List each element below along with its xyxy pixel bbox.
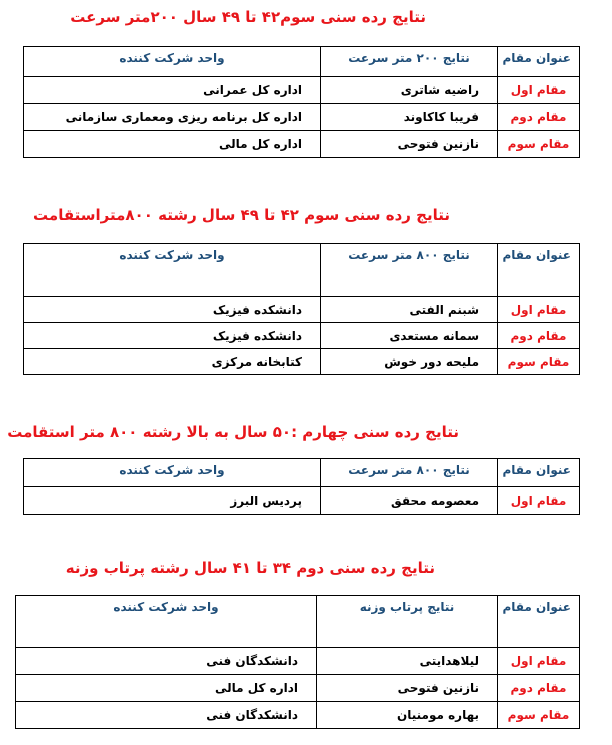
athlete-name: راضیه شاتری <box>321 77 498 104</box>
header-result: نتایج ۸۰۰ متر سرعت <box>321 459 498 487</box>
unit-name: اداره کل مالی <box>24 131 321 158</box>
rank-cell: مقام دوم <box>498 104 580 131</box>
rank-cell: مقام دوم <box>498 675 580 702</box>
unit-name: کتابخانه مرکزی <box>24 349 321 375</box>
rank-cell: مقام سوم <box>498 131 580 158</box>
results-table-2 <box>23 243 580 375</box>
table-header-row <box>24 459 580 487</box>
results-table-1 <box>23 46 580 158</box>
table-row <box>24 77 580 104</box>
unit-name: دانشکده فیزیک <box>24 323 321 349</box>
athlete-name: فریبا کاکاوند <box>321 104 498 131</box>
unit-name: دانشکدگان فنی <box>16 702 317 729</box>
athlete-name: بهاره مومنیان <box>317 702 498 729</box>
table-row <box>24 349 580 375</box>
athlete-name: شبنم الفتی <box>321 297 498 323</box>
rank-cell: مقام سوم <box>498 349 580 375</box>
athlete-name: لیلاهدایتی <box>317 648 498 675</box>
rank-cell: مقام اول <box>498 77 580 104</box>
header-result: نتایج ۸۰۰ متر سرعت <box>321 244 498 297</box>
section-title-2: نتایج رده سنی سوم ۴۲ تا ۴۹ سال رشته ۸۰۰متراستقامت <box>33 206 450 224</box>
athlete-name: نازنین فتوحی <box>317 675 498 702</box>
table-row <box>16 675 580 702</box>
section-title-1: نتایج رده سنی سوم۴۲ تا ۴۹ سال ۲۰۰متر سرعت <box>70 8 426 26</box>
table-row <box>16 648 580 675</box>
header-result: نتایج ۲۰۰ متر سرعت <box>321 47 498 77</box>
header-unit: واحد شرکت کننده <box>16 596 317 648</box>
header-rank: عنوان مقام <box>498 596 580 648</box>
table-header-row <box>16 596 580 648</box>
table-row <box>16 702 580 729</box>
athlete-name: ملیحه دور خوش <box>321 349 498 375</box>
rank-cell: مقام سوم <box>498 702 580 729</box>
header-result: نتایج پرتاب وزنه <box>317 596 498 648</box>
unit-name: دانشکده فیزیک <box>24 297 321 323</box>
header-rank: عنوان مقام <box>498 47 580 77</box>
athlete-name: معصومه محقق <box>321 487 498 515</box>
table-row <box>24 297 580 323</box>
rank-cell: مقام اول <box>498 487 580 515</box>
unit-name: دانشکدگان فنی <box>16 648 317 675</box>
athlete-name: سمانه مستعدی <box>321 323 498 349</box>
section-title-4: نتایج رده سنی دوم ۳۴ تا ۴۱ سال رشته پرتاب وزنه <box>65 559 435 577</box>
header-unit: واحد شرکت کننده <box>24 47 321 77</box>
header-rank: عنوان مقام <box>498 244 580 297</box>
rank-cell: مقام دوم <box>498 323 580 349</box>
unit-name: اداره کل عمرانی <box>24 77 321 104</box>
table-row <box>24 323 580 349</box>
table-header-row <box>24 47 580 77</box>
results-table-3 <box>23 458 580 515</box>
header-unit: واحد شرکت کننده <box>24 244 321 297</box>
header-unit: واحد شرکت کننده <box>24 459 321 487</box>
rank-cell: مقام اول <box>498 648 580 675</box>
unit-name: اداره کل مالی <box>16 675 317 702</box>
table-row <box>24 487 580 515</box>
unit-name: اداره کل برنامه ریزی ومعماری سازمانی <box>24 104 321 131</box>
table-header-row <box>24 244 580 297</box>
unit-name: پردیس البرز <box>24 487 321 515</box>
header-rank: عنوان مقام <box>498 459 580 487</box>
section-title-3: نتایج رده سنی چهارم :۵۰ سال به بالا رشته ۸۰۰ متر استقامت <box>7 423 459 441</box>
athlete-name: نازنین فتوحی <box>321 131 498 158</box>
table-row <box>24 104 580 131</box>
table-row <box>24 131 580 158</box>
rank-cell: مقام اول <box>498 297 580 323</box>
results-table-4 <box>15 595 580 729</box>
